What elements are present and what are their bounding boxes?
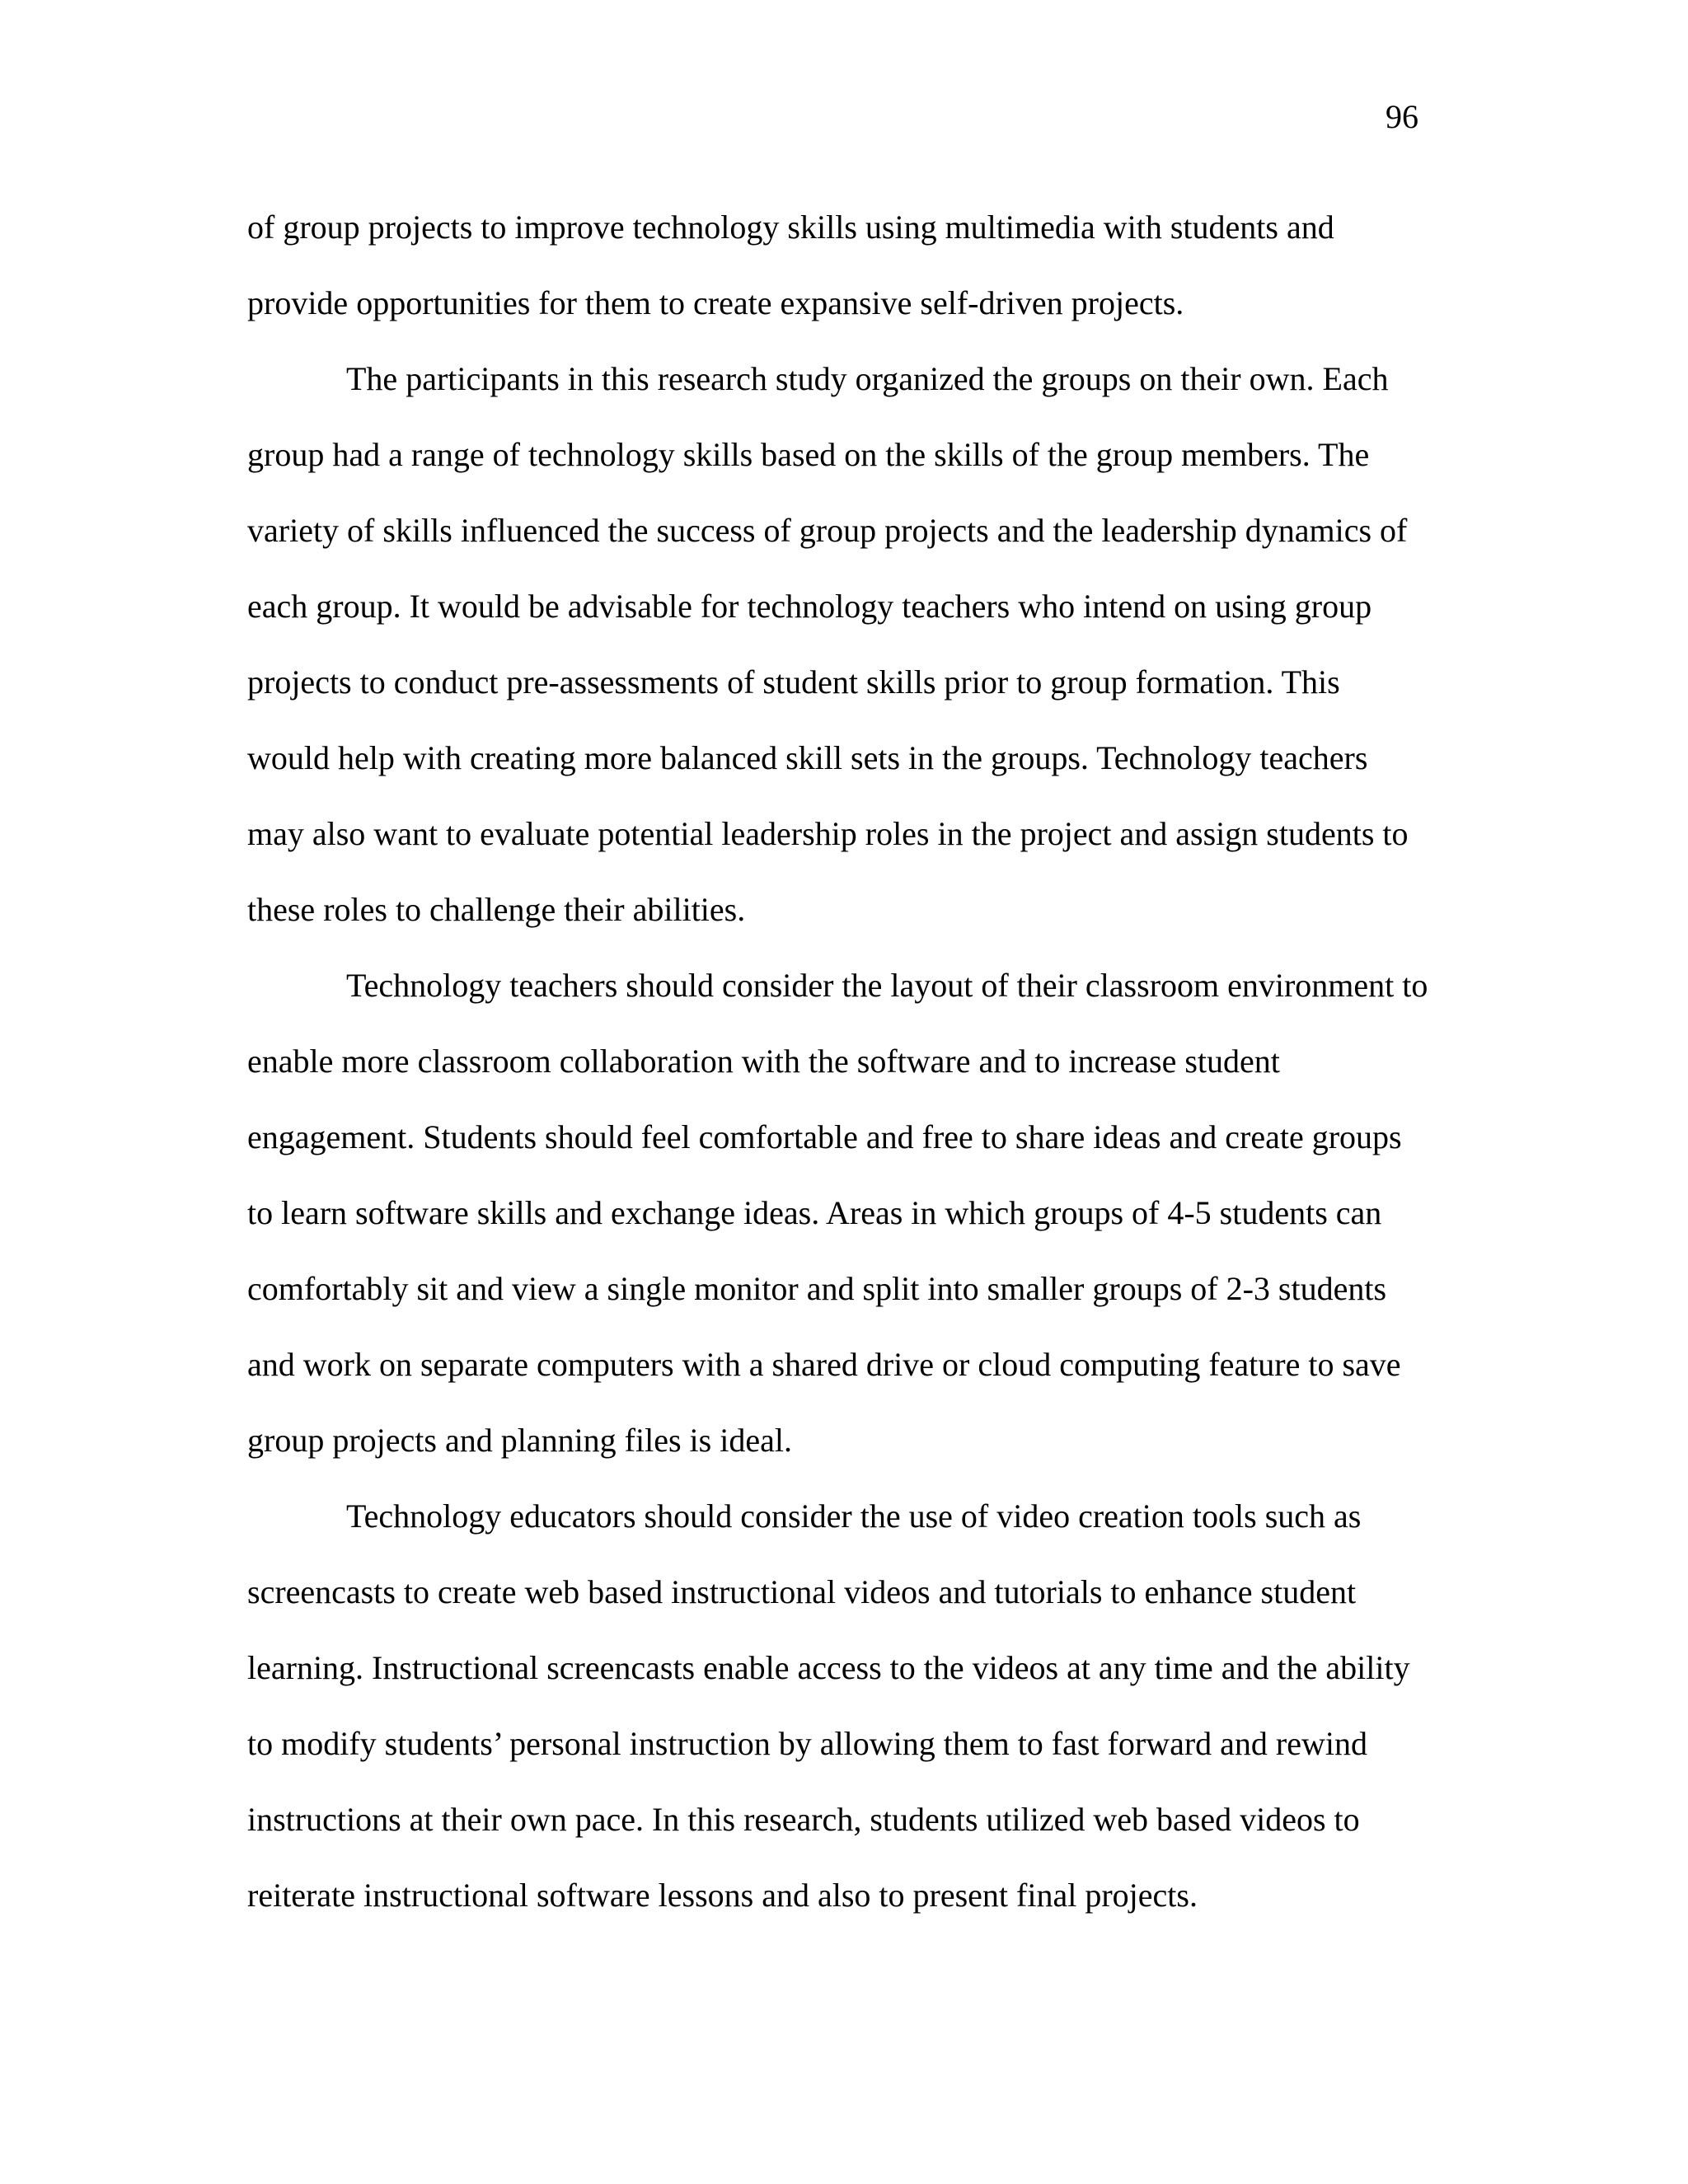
- text-line: to learn software skills and exchange ideas. Areas in which groups of 4-5 students can: [247, 1194, 1382, 1231]
- text-line: group had a range of technology skills based on the skills of the group members. The: [247, 436, 1370, 473]
- text-line: reiterate instructional software lessons and also to present final projects.: [247, 1877, 1198, 1914]
- body-text: [247, 190, 1442, 1933]
- text-line: Technology teachers should consider the layout of their classroom environment to: [346, 967, 1428, 1004]
- text-line: enable more classroom collaboration with the software and to increase student: [247, 1043, 1280, 1080]
- text-line: The participants in this research study organized the groups on their own. Each: [346, 360, 1389, 397]
- text-line: engagement. Students should feel comfortable and free to share ideas and create groups: [247, 1118, 1402, 1155]
- text-line: of group projects to improve technology skills using multimedia with students and: [247, 209, 1334, 246]
- text-line: instructions at their own pace. In this research, students utilized web based videos to: [247, 1801, 1360, 1838]
- text-line: these roles to challenge their abilities.: [247, 891, 746, 928]
- text-line: Technology educators should consider the use of video creation tools such as: [346, 1497, 1362, 1535]
- text-line: each group. It would be advisable for technology teachers who intend on using group: [247, 588, 1372, 625]
- page-number: 96: [1386, 98, 1418, 135]
- text-line: group projects and planning files is ideal.: [247, 1422, 792, 1459]
- text-line: and work on separate computers with a shared drive or cloud computing feature to save: [247, 1346, 1401, 1383]
- text-line: provide opportunities for them to create expansive self-driven projects.: [247, 284, 1184, 321]
- text-line: screencasts to create web based instructional videos and tutorials to enhance student: [247, 1573, 1357, 1610]
- text-line: projects to conduct pre-assessments of student skills prior to group formation. This: [247, 663, 1340, 701]
- text-line: may also want to evaluate potential leadership roles in the project and assign students to: [247, 815, 1409, 852]
- text-line: learning. Instructional screencasts enable access to the videos at any time and the ability: [247, 1649, 1410, 1686]
- text-line: would help with creating more balanced skill sets in the groups. Technology teachers: [247, 739, 1368, 776]
- text-line: comfortably sit and view a single monitor and split into smaller groups of 2-3 students: [247, 1270, 1387, 1307]
- text-line: to modify students’ personal instruction by allowing them to fast forward and rewind: [247, 1725, 1367, 1762]
- text-line: variety of skills influenced the success of group projects and the leadership dynamics of: [247, 512, 1408, 549]
